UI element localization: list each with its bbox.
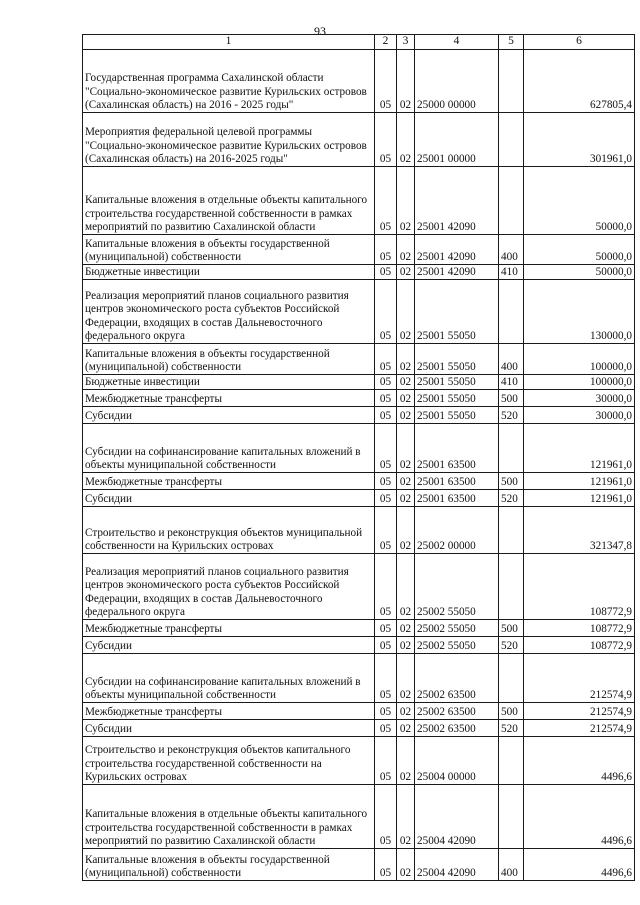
target-article-code: 25001 63500 (415, 490, 499, 507)
subsection-code: 02 (397, 849, 415, 881)
header-cell: 2 (375, 35, 397, 50)
subsection-code: 02 (397, 344, 415, 375)
subsection-code: 02 (397, 113, 415, 167)
subsection-code: 02 (397, 620, 415, 637)
subsection-code: 02 (397, 280, 415, 344)
table-row (83, 113, 635, 167)
amount: 212574,9 (524, 720, 635, 737)
amount: 50000,0 (524, 167, 635, 235)
section-code: 05 (375, 167, 397, 235)
row-description: Капитальные вложения в отдельные объекты капитального строительства государственной собственности в рамках мероприятий по развитию Сахалинской области (83, 785, 375, 849)
amount: 301961,0 (524, 113, 635, 167)
table-row (83, 620, 635, 637)
row-description: Бюджетные инвестиции (83, 375, 375, 390)
expense-type-code: 400 (499, 235, 524, 265)
table-row (83, 280, 635, 344)
row-description: Межбюджетные трансферты (83, 703, 375, 720)
subsection-code: 02 (397, 424, 415, 473)
subsection-code: 02 (397, 507, 415, 554)
amount: 321347,8 (524, 507, 635, 554)
table-row (83, 554, 635, 620)
section-code: 05 (375, 50, 397, 113)
expense-type-code (499, 167, 524, 235)
subsection-code: 02 (397, 167, 415, 235)
row-description: Капитальные вложения в объекты государственной (муниципальной) собственности (83, 344, 375, 375)
amount: 50000,0 (524, 265, 635, 280)
amount: 130000,0 (524, 280, 635, 344)
row-description: Государственная программа Сахалинской области "Социально-экономическое развитие Курильских островов (Сахалинская область) на 2016 - 2025 годы" (83, 50, 375, 113)
section-code: 05 (375, 703, 397, 720)
subsection-code: 02 (397, 407, 415, 424)
row-description: Бюджетные инвестиции (83, 265, 375, 280)
amount: 108772,9 (524, 620, 635, 637)
row-description: Субсидии (83, 720, 375, 737)
amount: 212574,9 (524, 703, 635, 720)
section-code: 05 (375, 620, 397, 637)
table-row (83, 50, 635, 113)
expense-type-code: 500 (499, 390, 524, 407)
target-article-code: 25004 00000 (415, 737, 499, 785)
expense-type-code (499, 737, 524, 785)
amount: 627805,4 (524, 50, 635, 113)
row-description: Реализация мероприятий планов социального развития центров экономического роста субъектов Российской Федерации, входящих в состав Дальневосточного федерального округа (83, 280, 375, 344)
target-article-code: 25001 63500 (415, 473, 499, 490)
expense-type-code: 410 (499, 375, 524, 390)
subsection-code: 02 (397, 703, 415, 720)
section-code: 05 (375, 113, 397, 167)
table-row (83, 507, 635, 554)
section-code: 05 (375, 490, 397, 507)
section-code: 05 (375, 720, 397, 737)
subsection-code: 02 (397, 785, 415, 849)
header-cell: 5 (499, 35, 524, 50)
amount: 121961,0 (524, 424, 635, 473)
expense-type-code (499, 50, 524, 113)
target-article-code: 25001 63500 (415, 424, 499, 473)
row-description: Межбюджетные трансферты (83, 620, 375, 637)
target-article-code: 25001 55050 (415, 407, 499, 424)
target-article-code: 25002 63500 (415, 654, 499, 703)
table-row (83, 235, 635, 265)
header-cell: 6 (524, 35, 635, 50)
table-row (83, 703, 635, 720)
section-code: 05 (375, 265, 397, 280)
table-header-row (83, 35, 635, 50)
expense-type-code (499, 785, 524, 849)
section-code: 05 (375, 849, 397, 881)
table-row (83, 785, 635, 849)
section-code: 05 (375, 785, 397, 849)
row-description: Субсидии (83, 407, 375, 424)
row-description: Субсидии (83, 637, 375, 654)
table-row (83, 654, 635, 703)
page-number: 93 (314, 24, 326, 38)
table-row (83, 390, 635, 407)
target-article-code: 25002 55050 (415, 554, 499, 620)
expense-type-code (499, 280, 524, 344)
budget-table (82, 34, 635, 881)
section-code: 05 (375, 375, 397, 390)
section-code: 05 (375, 473, 397, 490)
target-article-code: 25001 55050 (415, 344, 499, 375)
row-description: Межбюджетные трансферты (83, 390, 375, 407)
section-code: 05 (375, 654, 397, 703)
target-article-code: 25000 00000 (415, 50, 499, 113)
amount: 121961,0 (524, 473, 635, 490)
target-article-code: 25002 55050 (415, 637, 499, 654)
section-code: 05 (375, 507, 397, 554)
row-description: Мероприятия федеральной целевой программы "Социально-экономическое развитие Курильских островов (Сахалинская область) на 2016-2025 годы" (83, 113, 375, 167)
subsection-code: 02 (397, 265, 415, 280)
amount: 4496,6 (524, 785, 635, 849)
subsection-code: 02 (397, 50, 415, 113)
subsection-code: 02 (397, 737, 415, 785)
target-article-code: 25002 00000 (415, 507, 499, 554)
table-row (83, 167, 635, 235)
expense-type-code: 400 (499, 849, 524, 881)
target-article-code: 25002 63500 (415, 703, 499, 720)
table-row (83, 637, 635, 654)
table-row (83, 849, 635, 881)
subsection-code: 02 (397, 637, 415, 654)
target-article-code: 25001 42090 (415, 265, 499, 280)
expense-type-code: 410 (499, 265, 524, 280)
amount: 30000,0 (524, 407, 635, 424)
row-description: Строительство и реконструкция объектов капитального строительства государственной собственности на Курильских островах (83, 737, 375, 785)
target-article-code: 25001 42090 (415, 235, 499, 265)
section-code: 05 (375, 554, 397, 620)
row-description: Капитальные вложения в объекты государственной (муниципальной) собственности (83, 849, 375, 881)
expense-type-code (499, 554, 524, 620)
table-row (83, 720, 635, 737)
row-description: Капитальные вложения в отдельные объекты капитального строительства государственной собственности в рамках мероприятий по развитию Сахалинской области (83, 167, 375, 235)
row-description: Капитальные вложения в объекты государственной (муниципальной) собственности (83, 235, 375, 265)
amount: 108772,9 (524, 554, 635, 620)
table-row (83, 265, 635, 280)
header-cell: 3 (397, 35, 415, 50)
amount: 4496,6 (524, 849, 635, 881)
amount: 121961,0 (524, 490, 635, 507)
target-article-code: 25001 00000 (415, 113, 499, 167)
target-article-code: 25004 42090 (415, 785, 499, 849)
header-cell: 1 (83, 35, 375, 50)
table-row (83, 344, 635, 375)
amount: 4496,6 (524, 737, 635, 785)
target-article-code: 25001 55050 (415, 390, 499, 407)
row-description: Строительство и реконструкция объектов муниципальной собственности на Курильских островах (83, 507, 375, 554)
expense-type-code (499, 654, 524, 703)
subsection-code: 02 (397, 490, 415, 507)
target-article-code: 25002 63500 (415, 720, 499, 737)
subsection-code: 02 (397, 390, 415, 407)
amount: 50000,0 (524, 235, 635, 265)
header-cell: 4 (415, 35, 499, 50)
section-code: 05 (375, 344, 397, 375)
expense-type-code: 520 (499, 407, 524, 424)
subsection-code: 02 (397, 375, 415, 390)
table-row (83, 375, 635, 390)
expense-type-code (499, 113, 524, 167)
section-code: 05 (375, 424, 397, 473)
expense-type-code: 520 (499, 637, 524, 654)
row-description: Межбюджетные трансферты (83, 473, 375, 490)
target-article-code: 25001 55050 (415, 375, 499, 390)
section-code: 05 (375, 407, 397, 424)
section-code: 05 (375, 280, 397, 344)
table-row (83, 490, 635, 507)
amount: 212574,9 (524, 654, 635, 703)
row-description: Субсидии на софинансирование капитальных вложений в объекты муниципальной собственности (83, 424, 375, 473)
expense-type-code: 520 (499, 490, 524, 507)
section-code: 05 (375, 235, 397, 265)
row-description: Субсидии (83, 490, 375, 507)
subsection-code: 02 (397, 720, 415, 737)
table-row (83, 407, 635, 424)
table-row (83, 424, 635, 473)
target-article-code: 25001 55050 (415, 280, 499, 344)
expense-type-code: 520 (499, 720, 524, 737)
target-article-code: 25004 42090 (415, 849, 499, 881)
subsection-code: 02 (397, 473, 415, 490)
section-code: 05 (375, 637, 397, 654)
section-code: 05 (375, 737, 397, 785)
expense-type-code (499, 424, 524, 473)
expense-type-code: 500 (499, 620, 524, 637)
expense-type-code: 500 (499, 473, 524, 490)
amount: 30000,0 (524, 390, 635, 407)
subsection-code: 02 (397, 235, 415, 265)
table-row (83, 473, 635, 490)
row-description: Субсидии на софинансирование капитальных вложений в объекты муниципальной собственности (83, 654, 375, 703)
subsection-code: 02 (397, 654, 415, 703)
subsection-code: 02 (397, 554, 415, 620)
target-article-code: 25002 55050 (415, 620, 499, 637)
expense-type-code: 400 (499, 344, 524, 375)
section-code: 05 (375, 390, 397, 407)
amount: 100000,0 (524, 375, 635, 390)
table-row (83, 737, 635, 785)
expense-type-code (499, 507, 524, 554)
row-description: Реализация мероприятий планов социального развития центров экономического роста субъектов Российской Федерации, входящих в состав Дальневосточного федерального округа (83, 554, 375, 620)
expense-type-code: 500 (499, 703, 524, 720)
target-article-code: 25001 42090 (415, 167, 499, 235)
amount: 100000,0 (524, 344, 635, 375)
amount: 108772,9 (524, 637, 635, 654)
